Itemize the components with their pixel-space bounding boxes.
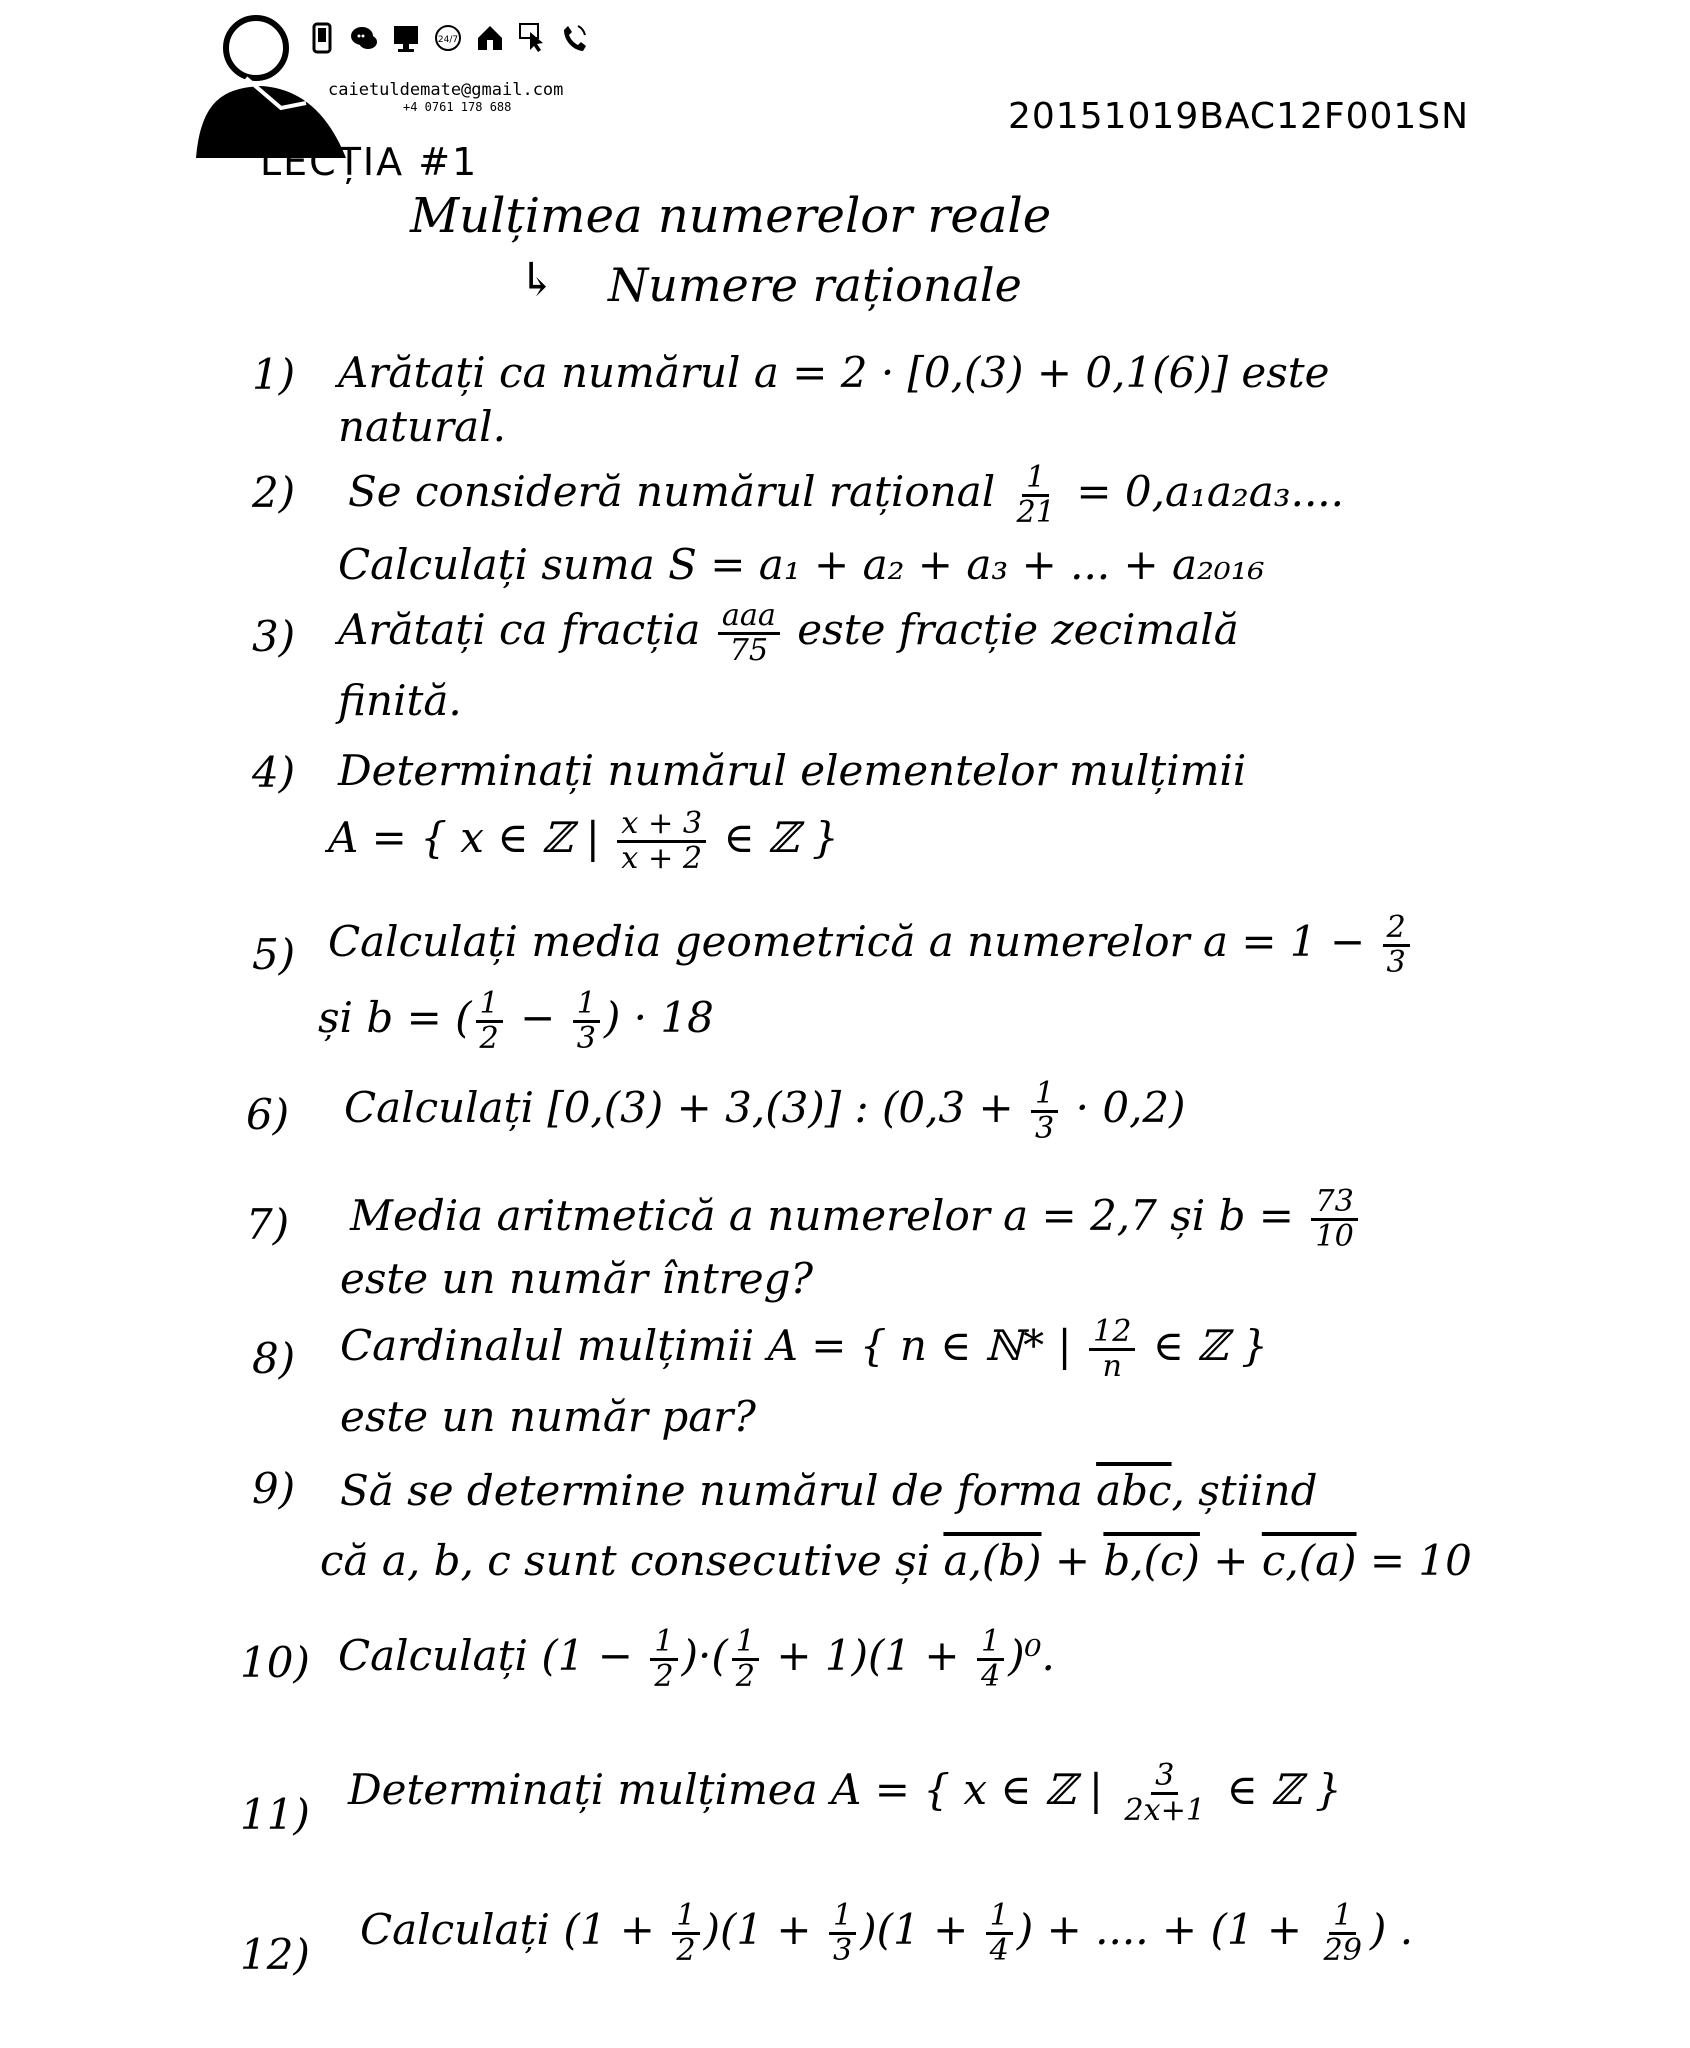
fraction: $\frac{1}{3}$ xyxy=(829,1900,856,1966)
problem-number: 9) xyxy=(252,1464,296,1513)
problem-text: Calculați (1 − $\frac{1}{2}$ )·( $\frac{1}{2}$ + 1)(1 + $\frac{1}{4}$ )⁰. xyxy=(338,1624,1055,1694)
problem-text: este un număr întreg? xyxy=(340,1254,814,1303)
problem-text: Calculați [0,(3) + 3,(3)] : (0,3 + $\frac{1}{3}$ · 0,2) xyxy=(344,1076,1186,1146)
fraction: $\frac{3}{2x+1}$ xyxy=(1124,1758,1206,1828)
problem-text: este un număr par? xyxy=(340,1392,756,1441)
problem-text: Calculați suma S = a₁ + a₂ + a₃ + ... + a₂₀₁₆ xyxy=(338,540,1265,589)
chat-icon xyxy=(350,22,378,54)
problem-number: 5) xyxy=(252,930,296,979)
fraction: $\frac{x + 3}{x + 2}$ xyxy=(617,808,706,874)
lesson-title: Mulțimea numerelor reale xyxy=(410,188,1052,244)
problem-number: 1) xyxy=(252,350,296,399)
problem-text: Determinați numărul elementelor mulțimii xyxy=(338,746,1247,795)
problem-text: natural. xyxy=(338,402,506,451)
contact-phone: +4 0761 178 688 xyxy=(403,100,512,114)
problem-text: Arătați ca fracția $\frac{\text{aaa}}{75}$ este fracție zecimală xyxy=(338,598,1239,668)
phone-icon xyxy=(560,22,588,54)
mobile-icon xyxy=(308,22,336,54)
svg-text:24/7: 24/7 xyxy=(437,35,459,45)
fraction: $\frac{1}{2}$ xyxy=(672,1900,699,1966)
problem-number: 6) xyxy=(246,1090,290,1139)
problem-number: 12) xyxy=(240,1930,310,1979)
problem-number: 8) xyxy=(252,1334,296,1383)
problem-text: finită. xyxy=(338,676,462,725)
problem-text: Arătați ca numărul a = 2 · [0,(3) + 0,1(6)] este xyxy=(338,348,1330,397)
lesson-subtitle: Numere raționale xyxy=(608,258,1022,312)
fraction: $\frac{1}{21}$ xyxy=(1016,460,1055,530)
problem-text: Calculați (1 + $\frac{1}{2}$ )(1 + $\frac{1}{3}$ )(1 + $\frac{1}{4}$ ) + .... + (1 + $\frac{1}{29}$ ) . xyxy=(360,1898,1414,1968)
clock-24-7-icon xyxy=(434,22,462,54)
problem-text: că a, b, c sunt consecutive și a,(b) + b,(c) + c,(a) = 10 xyxy=(320,1536,1472,1585)
problem-text: Determinați mulțimea A = { x ∈ ℤ | $\frac{3}{2x+1}$ ∈ ℤ } xyxy=(348,1758,1342,1828)
problem-number: 4) xyxy=(252,748,296,797)
problem-text: Se consideră numărul rațional $\frac{1}{21}$ = 0,a₁a₂a₃.... xyxy=(348,460,1345,530)
fraction: $\frac{1}{4}$ xyxy=(977,1626,1004,1692)
pointer-icon xyxy=(518,22,546,54)
problem-number: 2) xyxy=(252,468,296,517)
fraction: $\frac{\text{aaa}}{75}$ xyxy=(718,600,780,666)
problem-text: Să se determine numărul de forma $\overline{abc}$, știind xyxy=(340,1466,1318,1515)
fraction: $\frac{1}{29}$ xyxy=(1323,1898,1362,1968)
problem-text: A = { x ∈ ℤ | $\frac{x + 3}{x + 2}$ ∈ ℤ } xyxy=(328,806,839,876)
contact-icons xyxy=(308,22,588,54)
fraction: $\frac{1}{3}$ xyxy=(573,988,600,1054)
lesson-label: LECȚIA #1 xyxy=(260,140,479,184)
problem-number: 10) xyxy=(240,1638,310,1687)
house-icon xyxy=(476,22,504,54)
problem-text: Media aritmetică a numerelor a = 2,7 și b = $\frac{73}{10}$ xyxy=(350,1186,1362,1252)
fraction: $\frac{2}{3}$ xyxy=(1383,912,1410,978)
fraction: $\frac{1}{3}$ xyxy=(1031,1078,1058,1144)
fraction: $\frac{1}{4}$ xyxy=(986,1900,1013,1966)
problem-text: Cardinalul mulțimii A = { n ∈ ℕ* | $\frac{12}{n}$ ∈ ℤ } xyxy=(340,1314,1268,1384)
problem-number: 3) xyxy=(252,612,296,661)
problem-number: 7) xyxy=(246,1200,290,1249)
fraction: $\frac{73}{10}$ xyxy=(1311,1186,1357,1252)
fraction: $\frac{12}{n}$ xyxy=(1089,1316,1135,1382)
problem-text: și b = ( $\frac{1}{2}$ − $\frac{1}{3}$ ) · 18 xyxy=(318,986,714,1056)
problem-number: 11) xyxy=(240,1790,310,1839)
problem-text: Calculați media geometrică a numerelor a = 1 − $\frac{2}{3}$ xyxy=(328,912,1414,978)
desktop-icon xyxy=(392,22,420,54)
subtitle-arrow: ↳ xyxy=(518,252,557,306)
document-code: 20151019BAC12F001SN xyxy=(1008,96,1470,137)
fraction: $\frac{1}{2}$ xyxy=(732,1626,759,1692)
fraction: $\frac{1}{2}$ xyxy=(650,1626,677,1692)
contact-email: caietuldemate@gmail.com xyxy=(328,80,564,100)
fraction: $\frac{1}{2}$ xyxy=(476,988,503,1054)
